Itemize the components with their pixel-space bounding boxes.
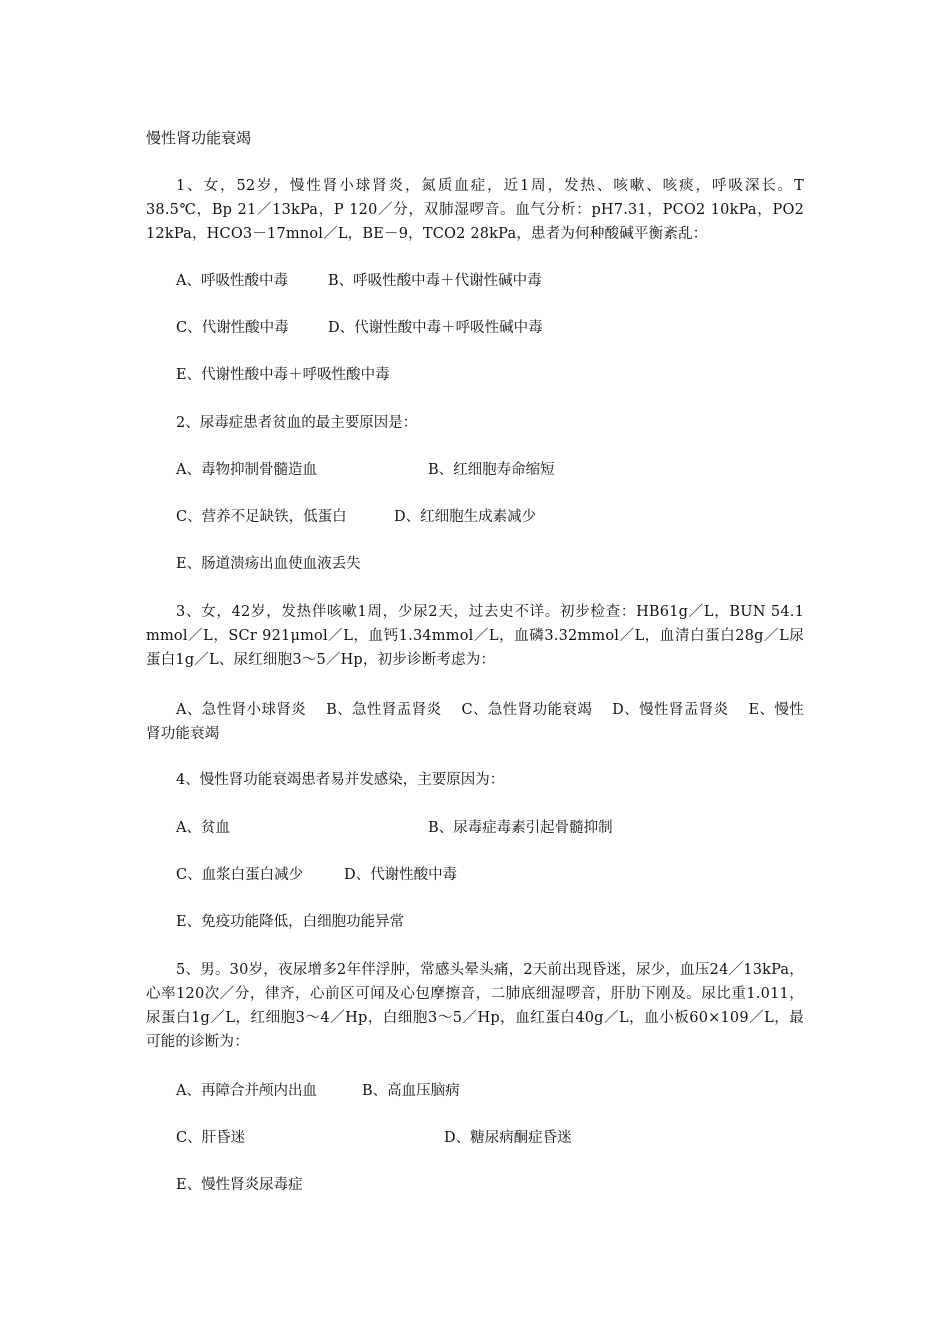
question-5-option-a: A、再障合并颅内出血 xyxy=(176,1083,317,1099)
question-2-option-b: B、红细胞寿命缩短 xyxy=(428,462,555,478)
question-1-stem: 1、女，52岁，慢性肾小球肾炎，氮质血症，近1周，发热、咳嗽、咳痰，呼吸深长。T 38.5℃，Bp 21／13kPa，P 120／分，双肺湿啰音。血气分析：pH7.31，PCO2 10kPa，PO2 12kPa，HCO3－17mnol／L，BE－9，TCO2 28kPa，患者为何种酸碱平衡紊乱： xyxy=(146,178,804,242)
question-5-option-c: C、肝昏迷 xyxy=(176,1130,246,1146)
question-2-stem: 2、尿毒症患者贫血的最主要原因是： xyxy=(176,415,418,431)
question-2-option-e: E、肠道溃疡出血使血液丢失 xyxy=(176,556,361,572)
question-3-options: A、急性肾小球肾炎 B、急性肾盂肾炎 C、急性肾功能衰竭 D、慢性肾盂肾炎 E、慢性肾功能衰竭 xyxy=(146,702,804,742)
question-5-stem: 5、男。30岁，夜尿增多2年伴浮肿，常感头晕头痛，2天前出现昏迷，尿少，血压24／13kPa，心率120次／分，律齐，心前区可闻及心包摩擦音，二肺底细湿啰音，肝肋下刚及。尿比重1.011，尿蛋白1g／L，红细胞3～4／Hp，白细胞3～5／Hp，血红蛋白40g／L，血小板60×109／L，最可能的诊断为： xyxy=(146,962,804,1050)
question-2-option-c: C、营养不足缺铁，低蛋白 xyxy=(176,509,347,525)
question-2-option-a: A、毒物抑制骨髓造血 xyxy=(176,462,317,478)
question-3-stem: 3、女，42岁，发热伴咳嗽1周，少尿2天，过去史不详。初步检查：HB61g／L，BUN 54.1 mmol／L，SCr 921μmol／L，血钙1.34mmol／L，血磷3.32mmol／L，血清白蛋白28g／L尿蛋白1g／L、尿红细胞3～5／Hp，初步诊断考虑为： xyxy=(146,604,804,668)
question-4-option-e: E、免疫功能降低，白细胞功能异常 xyxy=(176,914,405,930)
question-4-option-b: B、尿毒症毒素引起骨髓抑制 xyxy=(428,820,613,836)
question-1-option-e: E、代谢性酸中毒＋呼吸性酸中毒 xyxy=(176,367,390,383)
question-1-option-c: C、代谢性酸中毒 xyxy=(176,320,289,336)
question-4-stem: 4、慢性肾功能衰竭患者易并发感染，主要原因为： xyxy=(176,772,505,788)
document-title: 慢性肾功能衰竭 xyxy=(146,129,252,147)
question-5-option-b: B、高血压脑病 xyxy=(362,1083,460,1099)
question-4-option-d: D、代谢性酸中毒 xyxy=(344,867,458,883)
question-5-option-d: D、糖尿病酮症昏迷 xyxy=(444,1130,572,1146)
question-1-option-d: D、代谢性酸中毒＋呼吸性碱中毒 xyxy=(328,320,543,336)
question-1-option-b: B、呼吸性酸中毒＋代谢性碱中毒 xyxy=(328,273,542,289)
question-2-option-d: D、红细胞生成素减少 xyxy=(394,509,537,525)
question-1-option-a: A、呼吸性酸中毒 xyxy=(176,273,288,289)
question-4-option-a: A、贫血 xyxy=(176,820,230,836)
question-4-option-c: C、血浆白蛋白减少 xyxy=(176,867,304,883)
question-5-option-e: E、慢性肾炎尿毒症 xyxy=(176,1177,303,1193)
